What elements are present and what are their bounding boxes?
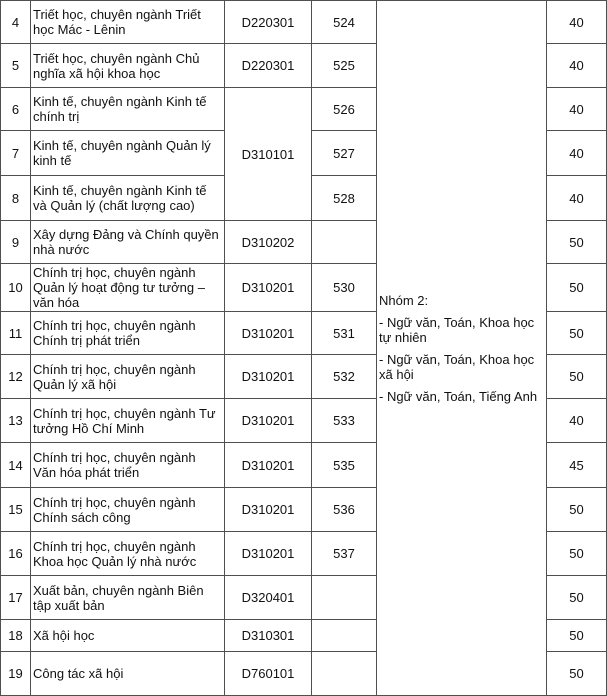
major-name-cell: Chính trị học, chuyên ngành Tư tưởng Hồ Chí Minh [31, 399, 225, 443]
program-code-cell: 526 [312, 88, 377, 131]
row-number-cell: 6 [1, 88, 31, 131]
program-code-cell: 533 [312, 399, 377, 443]
quota-cell: 50 [547, 312, 607, 355]
major-name-cell: Kinh tế, chuyên ngành Kinh tế chính trị [31, 88, 225, 131]
major-name-cell: Xây dựng Đảng và Chính quyền nhà nước [31, 221, 225, 264]
row-number-cell: 18 [1, 620, 31, 652]
major-code-cell: D310202 [225, 221, 312, 264]
quota-cell: 45 [547, 443, 607, 488]
row-number-cell: 17 [1, 576, 31, 620]
major-code-cell: D310201 [225, 443, 312, 488]
program-code-cell: 537 [312, 532, 377, 576]
admissions-table-body [1, 1, 607, 696]
program-code-cell: 525 [312, 44, 377, 88]
major-name-cell: Kinh tế, chuyên ngành Quản lý kinh tế [31, 131, 225, 176]
major-code-cell: D310201 [225, 264, 312, 312]
row-number-cell: 5 [1, 44, 31, 88]
row-number-cell: 19 [1, 652, 31, 696]
row-number-cell: 11 [1, 312, 31, 355]
quota-cell: 40 [547, 1, 607, 44]
quota-cell: 40 [547, 176, 607, 221]
major-code-cell: D310201 [225, 532, 312, 576]
row-number-cell: 8 [1, 176, 31, 221]
major-name-cell: Chính trị học, chuyên ngành Chính sách công [31, 488, 225, 532]
quota-cell: 50 [547, 221, 607, 264]
table-row [1, 1, 607, 44]
program-code-cell [312, 652, 377, 696]
major-name-cell: Chính trị học, chuyên ngành Quản lý xã hội [31, 355, 225, 399]
exam-group-line: - Ngữ văn, Toán, Tiếng Anh [379, 388, 538, 404]
row-number-cell: 4 [1, 1, 31, 44]
major-code-cell: D310301 [225, 620, 312, 652]
major-name-cell: Chính trị học, chuyên ngành Chính trị phát triển [31, 312, 225, 355]
quota-cell: 40 [547, 88, 607, 131]
major-name-cell: Công tác xã hội [31, 652, 225, 696]
row-number-cell: 7 [1, 131, 31, 176]
row-number-cell: 16 [1, 532, 31, 576]
program-code-cell [312, 221, 377, 264]
major-code-cell: D310201 [225, 355, 312, 399]
major-code-cell: D310201 [225, 312, 312, 355]
major-code-cell: D220301 [225, 1, 312, 44]
exam-group-line: - Ngữ văn, Toán, Khoa học tự nhiên [379, 314, 535, 345]
quota-cell: 50 [547, 355, 607, 399]
major-name-cell: Xã hội học [31, 620, 225, 652]
quota-cell: 40 [547, 131, 607, 176]
program-code-cell: 527 [312, 131, 377, 176]
program-code-cell: 536 [312, 488, 377, 532]
quota-cell: 50 [547, 264, 607, 312]
program-code-cell: 535 [312, 443, 377, 488]
program-code-cell: 531 [312, 312, 377, 355]
major-name-cell: Chính trị học, chuyên ngành Văn hóa phát triển [31, 443, 225, 488]
row-number-cell: 10 [1, 264, 31, 312]
program-code-cell: 528 [312, 176, 377, 221]
row-number-cell: 9 [1, 221, 31, 264]
major-code-cell: D220301 [225, 44, 312, 88]
major-name-cell: Chính trị học, chuyên ngành Quản lý hoạt động tư tưởng – văn hóa [31, 264, 225, 312]
program-code-cell: 524 [312, 1, 377, 44]
major-name-cell: Kinh tế, chuyên ngành Kinh tế và Quản lý (chất lượng cao) [31, 176, 225, 221]
major-name-cell: Triết học, chuyên ngành Triết học Mác - Lênin [31, 1, 225, 44]
quota-cell: 50 [547, 532, 607, 576]
row-number-cell: 15 [1, 488, 31, 532]
major-code-cell: D310201 [225, 399, 312, 443]
program-code-cell: 530 [312, 264, 377, 312]
exam-group-title: Nhóm 2: [379, 292, 429, 308]
quota-cell: 50 [547, 620, 607, 652]
row-number-cell: 12 [1, 355, 31, 399]
exam-group-cell [377, 1, 547, 696]
major-code-cell: D320401 [225, 576, 312, 620]
major-code-cell: D310201 [225, 488, 312, 532]
program-code-cell: 532 [312, 355, 377, 399]
quota-cell: 50 [547, 488, 607, 532]
program-code-cell [312, 620, 377, 652]
major-code-cell: D760101 [225, 652, 312, 696]
quota-cell: 40 [547, 399, 607, 443]
major-code-cell: D310101 [225, 88, 312, 221]
program-code-cell [312, 576, 377, 620]
row-number-cell: 13 [1, 399, 31, 443]
quota-cell: 40 [547, 44, 607, 88]
exam-group-line: - Ngữ văn, Toán, Khoa học xã hội [379, 351, 535, 382]
row-number-cell: 14 [1, 443, 31, 488]
major-name-cell: Triết học, chuyên ngành Chủ nghĩa xã hội khoa học [31, 44, 225, 88]
quota-cell: 50 [547, 652, 607, 696]
quota-cell: 50 [547, 576, 607, 620]
major-name-cell: Chính trị học, chuyên ngành Khoa học Quản lý nhà nước [31, 532, 225, 576]
major-name-cell: Xuất bản, chuyên ngành Biên tập xuất bản [31, 576, 225, 620]
